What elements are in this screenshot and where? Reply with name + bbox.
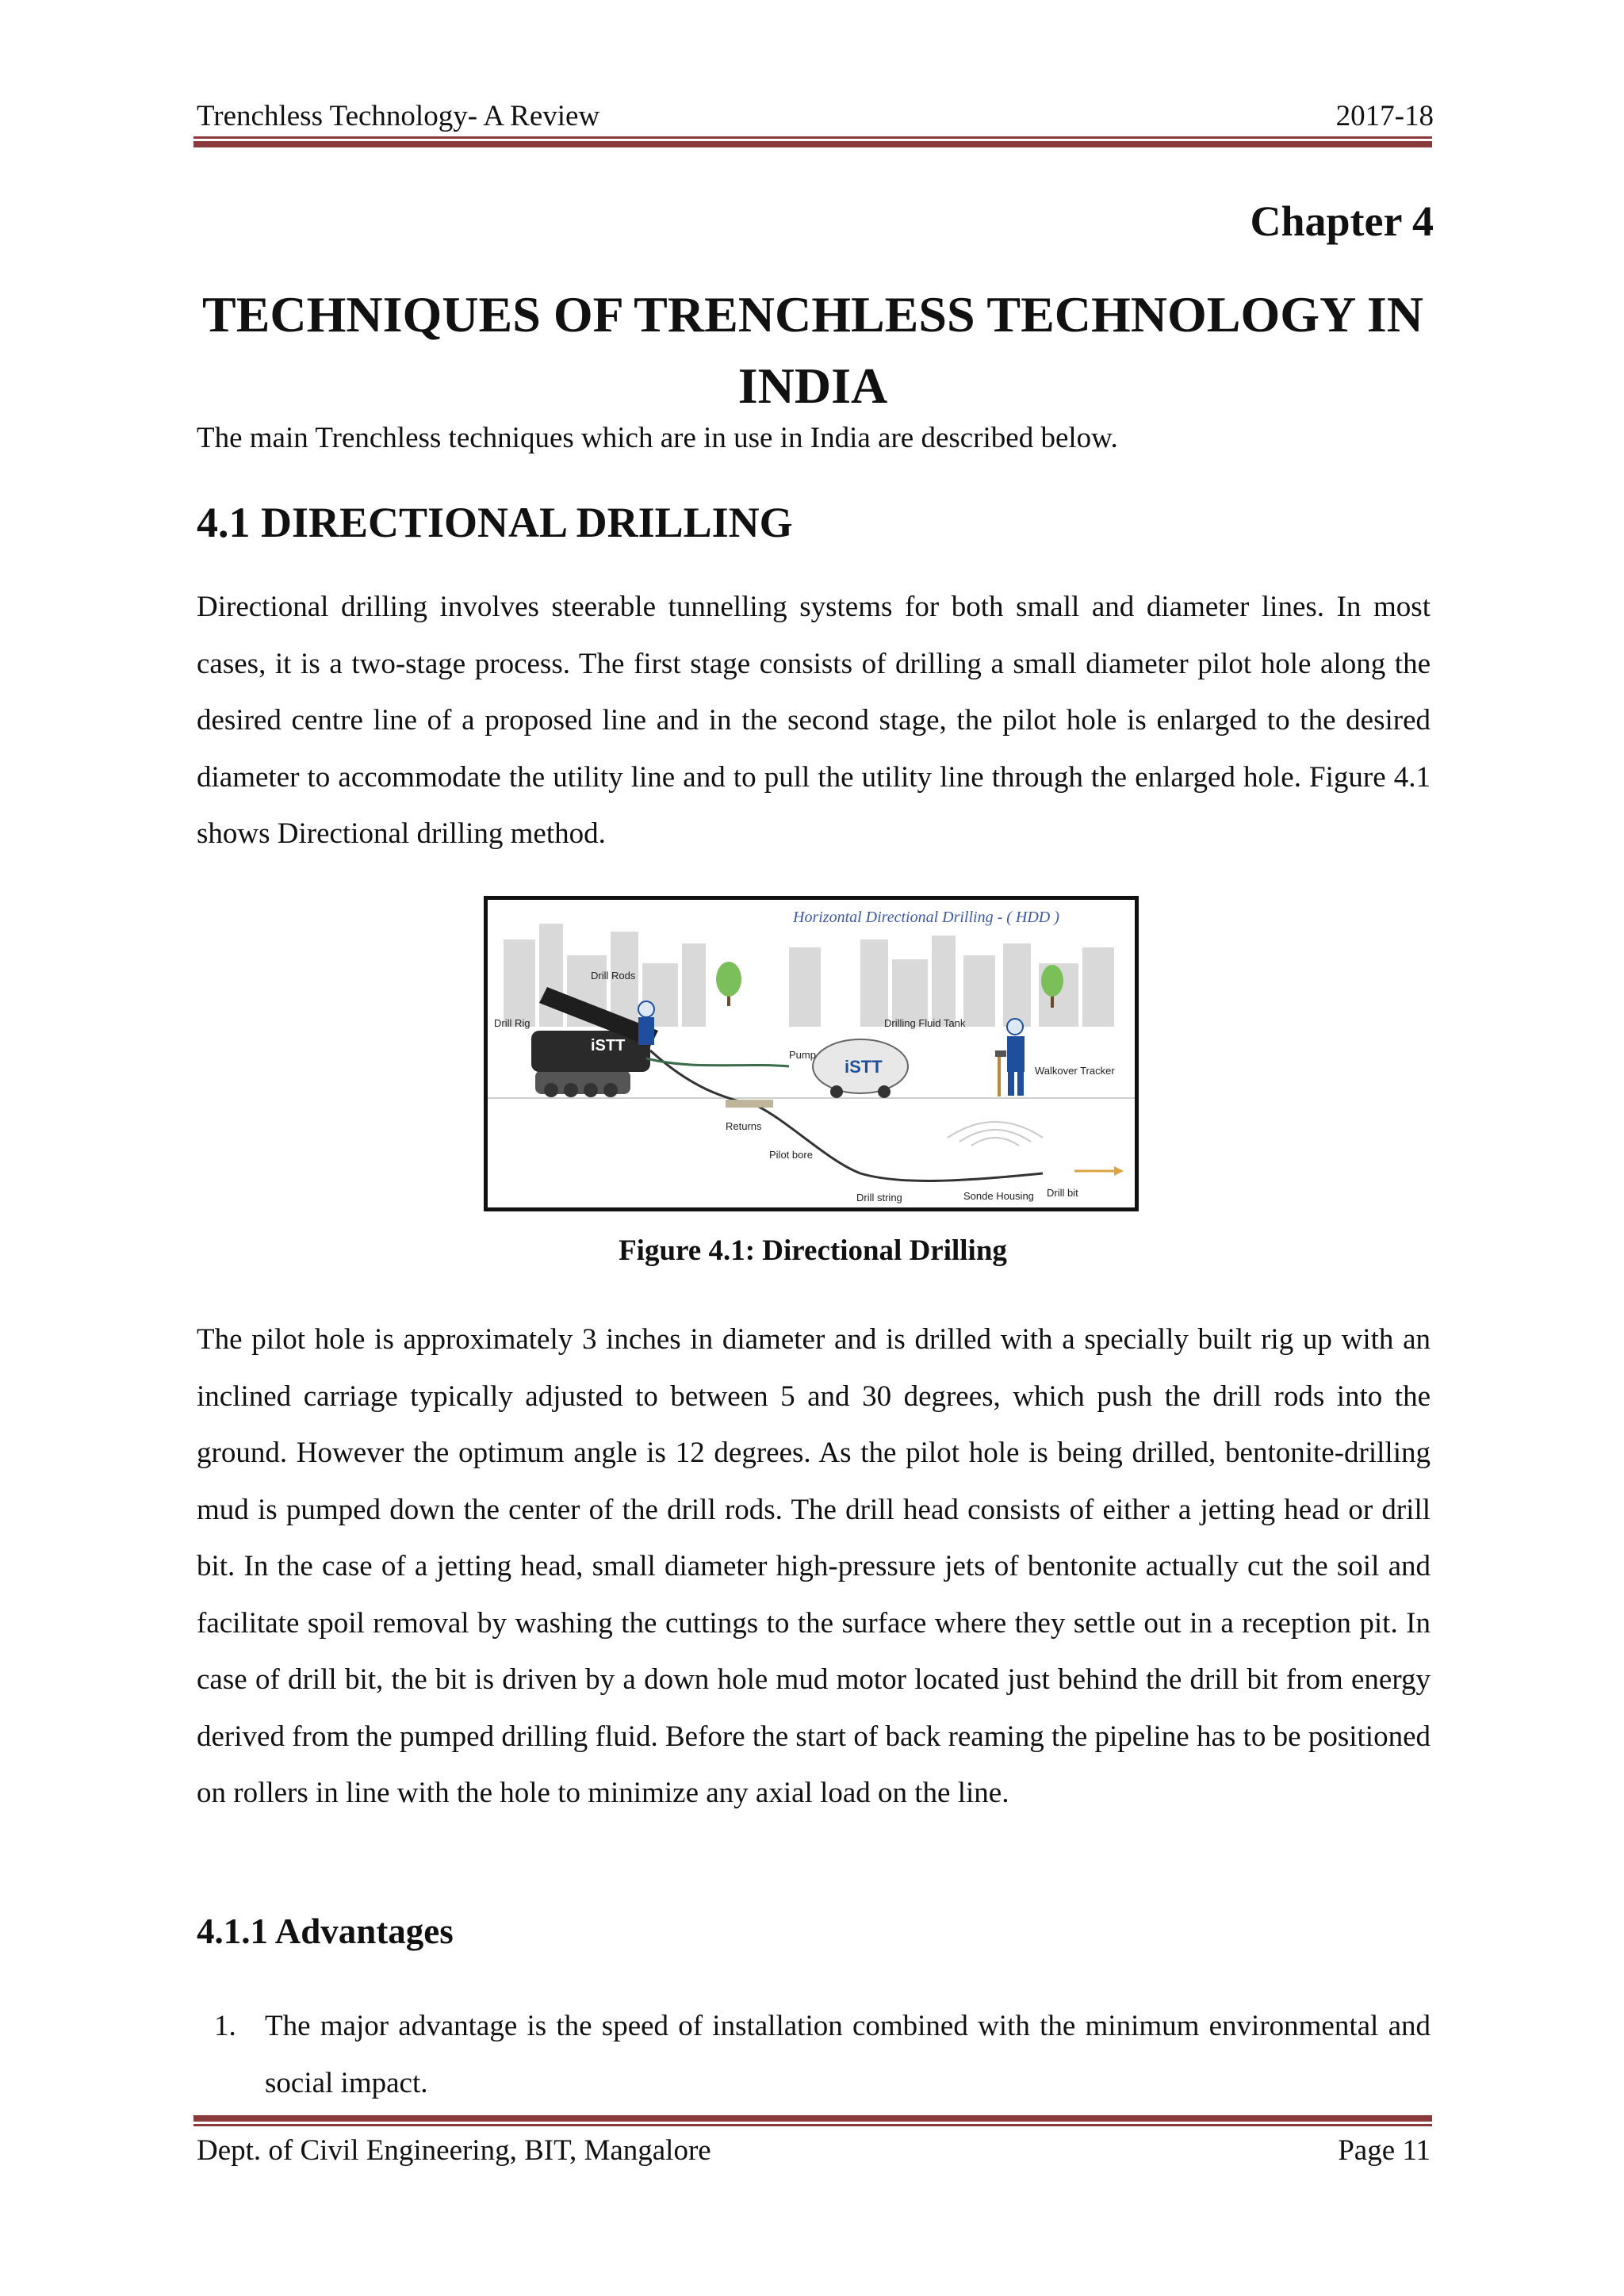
label-drill-string: Drill string — [856, 1192, 902, 1203]
figure-hdd-diagram — [484, 896, 1139, 1211]
page-footer — [197, 2128, 1431, 2168]
list-item-number: 1. — [214, 2010, 236, 2042]
label-returns: Returns — [726, 1120, 762, 1132]
rig-logo: iSTT — [591, 1037, 626, 1054]
walkover-tracker-person — [995, 1019, 1025, 1096]
tank-logo: iSTT — [845, 1057, 883, 1077]
header-rule-thick — [193, 141, 1432, 147]
chapter-title — [193, 279, 1432, 422]
returns-pit — [726, 1100, 773, 1108]
chapter-title-line1: TECHNIQUES OF TRENCHLESS TECHNOLOGY IN — [202, 286, 1423, 342]
label-pump: Pump — [789, 1049, 816, 1061]
label-sonde-housing: Sonde Housing — [963, 1190, 1034, 1202]
figure-title: Horizontal Directional Drilling - ( HDD ) — [793, 909, 1059, 926]
header-title: Trenchless Technology- A Review — [197, 100, 600, 132]
direction-arrowhead — [1114, 1166, 1124, 1176]
footer-rule-thin — [193, 2124, 1432, 2126]
label-drilling-fluid-tank: Drilling Fluid Tank — [884, 1017, 966, 1029]
hdd-diagram-svg — [488, 900, 1135, 1207]
footer-department: Dept. of Civil Engineering, BIT, Mangalore — [197, 2134, 711, 2167]
footer-rule-thick — [193, 2115, 1432, 2122]
paragraph-directional-drilling: Directional drilling involves steerable tunnelling systems for both small and diameter lines. In most cases, it is a two-stage process. The first stage consists of drilling a small diameter pilot hole along the desired centre line of a proposed line and in the second stage, the pilot hole is enlarged to the desired diameter to accommodate the utility line and to pull the utility line through the enlarged hole. Figure 4.1 shows Directional drilling method. — [197, 591, 1431, 850]
header-rule-thin — [193, 136, 1432, 139]
page-header — [197, 94, 1434, 133]
chapter-title-line2: INDIA — [737, 358, 888, 414]
subsection-heading: 4.1.1 Advantages — [197, 1911, 454, 1951]
label-drill-rods: Drill Rods — [591, 970, 636, 982]
footer-page-number: Page 11 — [1338, 2134, 1431, 2167]
list-item-text: The major advantage is the speed of installation combined with the minimum environmental and social impact. — [265, 2010, 1431, 2099]
label-walkover-tracker: Walkover Tracker — [1035, 1065, 1115, 1077]
label-drill-bit: Drill bit — [1047, 1187, 1078, 1199]
label-drill-rig: Drill Rig — [494, 1017, 530, 1029]
section-heading: 4.1 DIRECTIONAL DRILLING — [197, 499, 793, 546]
figure-caption: Figure 4.1: Directional Drilling — [619, 1234, 1007, 1267]
chapter-label: Chapter 4 — [1250, 197, 1434, 245]
label-pilot-bore: Pilot bore — [769, 1149, 813, 1161]
intro-paragraph: The main Trenchless techniques which are in use in India are described below. — [197, 422, 1118, 454]
signal-arcs — [948, 1122, 1043, 1146]
header-year: 2017-18 — [1335, 100, 1434, 132]
paragraph-pilot-hole: The pilot hole is approximately 3 inches in diameter and is drilled with a specially built rig up with an inclined carriage typically adjusted to between 5 and 30 degrees, which push the drill rods into the ground. However the optimum angle is 12 degrees. As the pilot hole is being drilled, bentonite-drilling mud is pumped down the center of the drill rods. The drill head consists of either a jetting head or drill bit. In the case of a jetting head, small diameter high-pressure jets of bentonite actually cut the soil and facilitate spoil removal by washing the cuttings to the surface where they settle out in a reception pit. In case of drill bit, the bit is driven by a down hole mud motor located just behind the drill bit from energy derived from the pumped drilling fluid. Before the start of back reaming the pipeline has to be positioned on rollers in line with the hole to minimize any axial load on the line. — [197, 1323, 1431, 1809]
